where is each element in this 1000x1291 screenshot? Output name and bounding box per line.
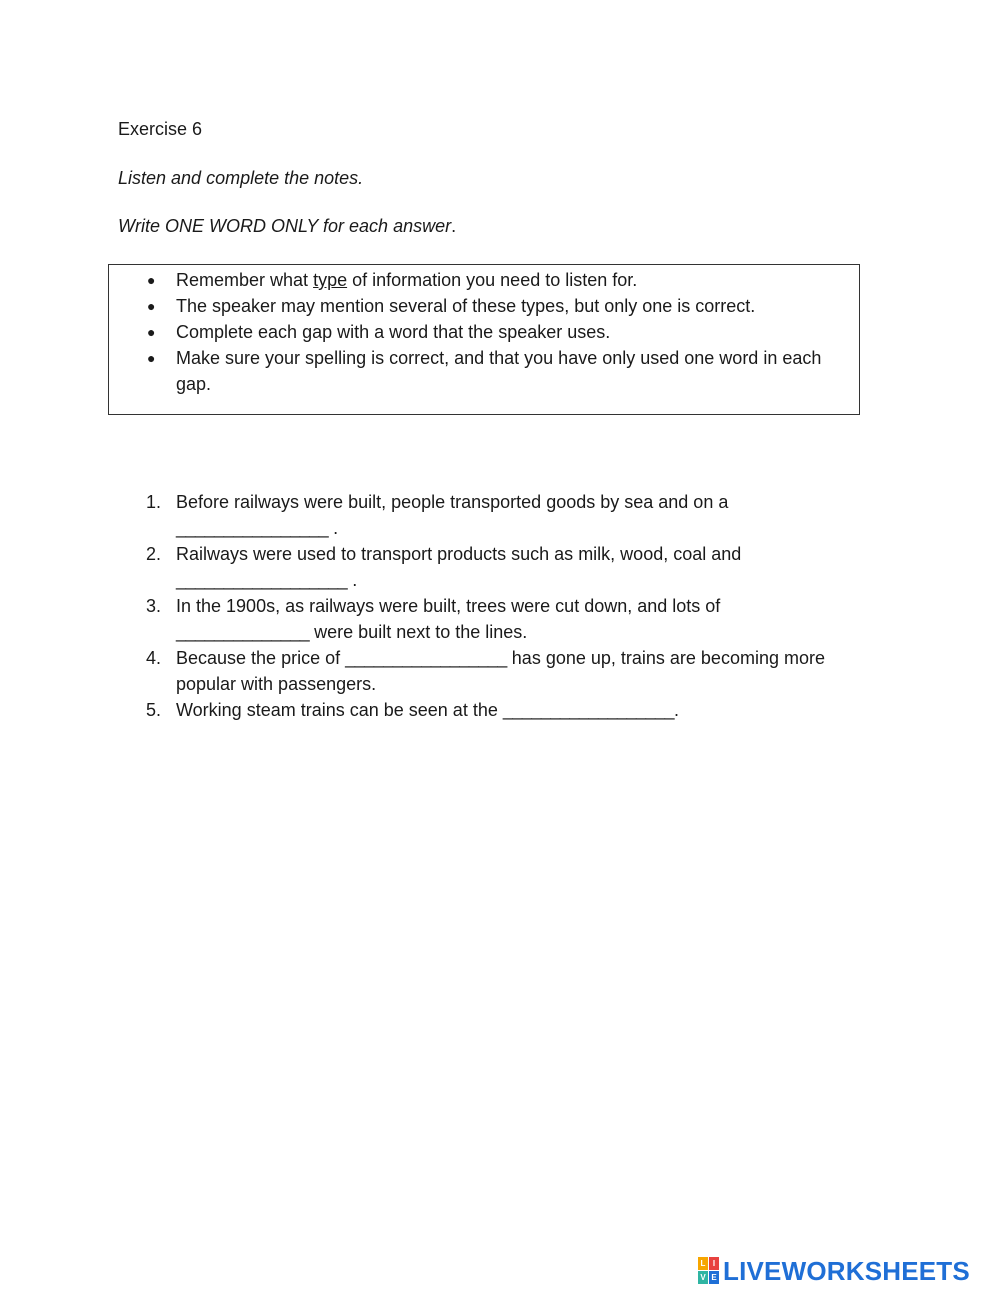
questions-list: [146, 489, 836, 723]
question-text-before: Because the price of: [176, 648, 346, 668]
question-text-after: has gone up, trains are becoming more popular with passengers.: [176, 648, 825, 694]
liveworksheets-logo: [698, 1254, 970, 1288]
question-text-after: .: [347, 570, 358, 590]
question-number: 5.: [146, 700, 162, 720]
tip-item: [109, 319, 836, 345]
logo-square-i: I: [709, 1257, 719, 1270]
answer-blank[interactable]: __________________: [502, 700, 675, 720]
question-item: [146, 593, 836, 645]
question-text-before: In the 1900s, as railways were built, trees were cut down, and lots of: [176, 596, 721, 616]
logo-square-e: E: [709, 1271, 719, 1284]
question-item: [146, 541, 836, 593]
instruction-write-text: Write ONE WORD ONLY for each answer: [118, 216, 452, 236]
tip-text: The speaker may mention several of these types, but only one is correct.: [176, 296, 756, 316]
answer-blank[interactable]: __________________: [176, 570, 348, 590]
logo-square-v: V: [698, 1271, 708, 1284]
question-text-after: were built next to the lines.: [309, 622, 528, 642]
tip-text: Make sure your spelling is correct, and that you have only used one word in each gap.: [176, 348, 822, 394]
instruction-write: [118, 216, 456, 237]
logo-mark-icon: [698, 1257, 720, 1285]
tips-box: [108, 264, 860, 415]
question-text-after: .: [328, 518, 339, 538]
question-number: 4.: [146, 648, 162, 668]
tip-item: [109, 267, 836, 293]
exercise-title: Exercise 6: [118, 119, 203, 139]
question-text-before: Railways were used to transport products such as milk, wood, coal and: [176, 544, 742, 564]
tip-underlined-word: type: [313, 270, 348, 290]
logo-square-l: L: [698, 1257, 708, 1270]
answer-blank[interactable]: ______________: [176, 622, 310, 642]
instruction-write-period: .: [451, 216, 457, 236]
tip-item: [109, 345, 836, 397]
bullet-icon: ●: [147, 350, 156, 366]
question-item: [146, 645, 836, 697]
question-number: 2.: [146, 544, 162, 564]
tip-text-after: of information you need to listen for.: [347, 270, 638, 290]
question-number: 3.: [146, 596, 162, 616]
bullet-icon: ●: [147, 324, 156, 340]
question-text-before: Before railways were built, people transported goods by sea and on a: [176, 492, 729, 512]
logo-text: LIVEWORKSHEETS: [723, 1255, 970, 1286]
question-text-before: Working steam trains can be seen at the: [176, 700, 503, 720]
question-item: [146, 697, 836, 723]
bullet-icon: ●: [147, 298, 156, 314]
question-number: 1.: [146, 492, 162, 512]
tip-text-before: Remember what: [176, 270, 314, 290]
bullet-icon: ●: [147, 272, 156, 288]
instruction-listen: Listen and complete the notes.: [118, 168, 364, 188]
question-item: [146, 489, 836, 541]
tips-list: [109, 267, 836, 397]
tip-text: Complete each gap with a word that the speaker uses.: [176, 322, 611, 342]
tip-item: [109, 293, 836, 319]
answer-blank[interactable]: _________________: [345, 648, 507, 668]
question-text-after: .: [674, 700, 680, 720]
answer-blank[interactable]: ________________: [176, 518, 329, 538]
